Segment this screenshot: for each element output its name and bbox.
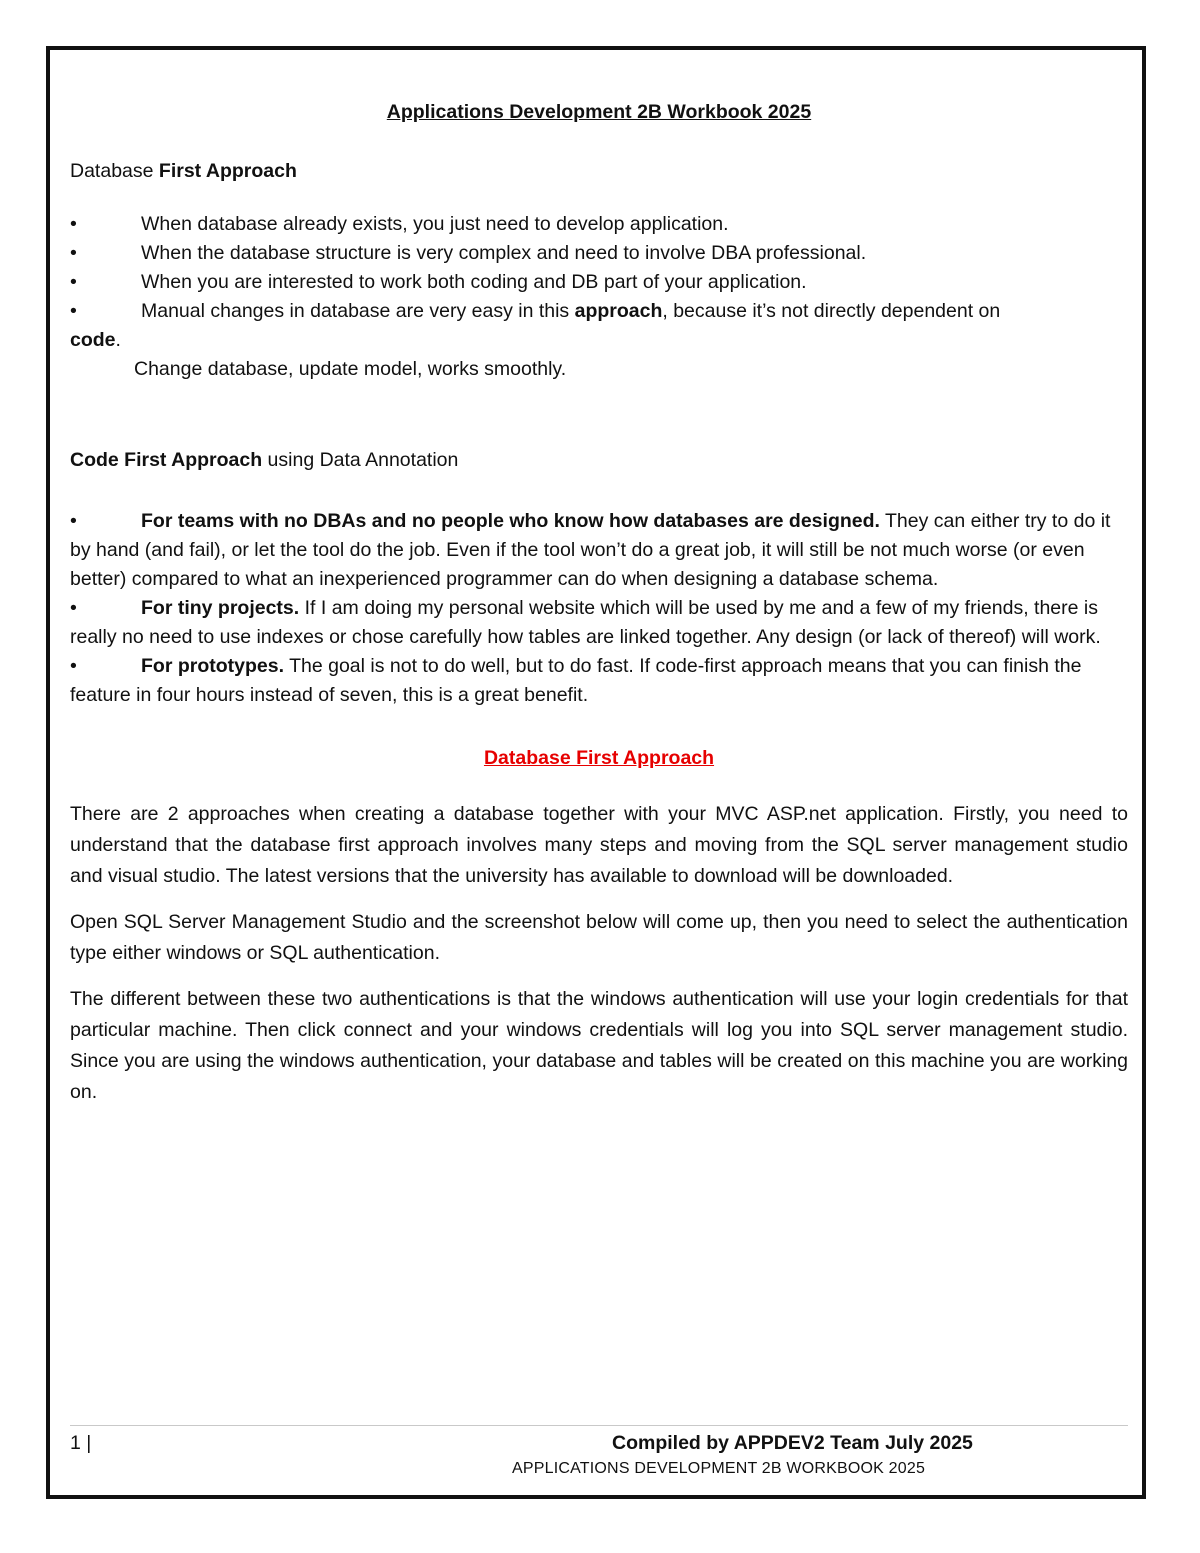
bullet-icon: •: [70, 300, 77, 322]
paragraph: The different between these two authentications is that the windows authentication will use your login credentials for that particular machine. Then click connect and your windows credentials will log you into SQL server management studio. Since you are using the windows authentication, your database and tables will be created on this machine you are working on.: [70, 988, 1128, 1103]
list-item: • When you are interested to work both coding and DB part of your application.: [70, 268, 1128, 297]
paragraph: Open SQL Server Management Studio and the screenshot below will come up, then you need to select the authentication type either windows or SQL authentication.: [70, 911, 1128, 964]
bullet-icon: •: [70, 510, 77, 532]
footer-divider: [70, 1425, 1128, 1426]
db-first-note: Change database, update model, works smoothly.: [134, 358, 567, 380]
compiled-by: Compiled by APPDEV2 Team July 2025: [612, 1432, 973, 1454]
bullet-icon: •: [70, 271, 77, 293]
code-first-heading: Code First Approach using Data Annotation: [70, 449, 459, 471]
paragraph: There are 2 approaches when creating a database together with your MVC ASP.net application. Firstly, you need to understand that the database first approach involves many steps and moving from the SQL server management studio and visual studio. The latest versions that the university has available to download will be downloaded.: [70, 803, 1128, 887]
list-item: • For tiny projects. If I am doing my personal website which will be used by me and a few of my friends, there is really no need to use indexes or chose carefully how tables are linked together. Any design (or lack of thereof) will work.: [70, 594, 1128, 652]
list-item: • For teams with no DBAs and no people who know how databases are designed. They can either try to do it by hand (and fail), or let the tool do the job. Even if the tool won’t do a great job, it will still be not much worse (or even better) compared to what an inexperienced programmer can do when designing a database schema.: [70, 507, 1128, 594]
list-item: • When the database structure is very complex and need to involve DBA professional.: [70, 239, 1128, 268]
document-body: [70, 98, 1128, 1108]
bullet-icon: •: [70, 597, 77, 619]
list-item: • Manual changes in database are very easy in this approach, because it’s not directly dependent on code.: [70, 297, 1128, 355]
bullet-icon: •: [70, 213, 77, 235]
running-header: APPLICATIONS DEVELOPMENT 2B WORKBOOK 2025: [512, 1460, 926, 1477]
document-title: Applications Development 2B Workbook 2025: [386, 101, 812, 123]
bullet-icon: •: [70, 655, 77, 677]
code-first-bullet-list: [70, 507, 1128, 710]
db-first-heading: Database First Approach: [70, 160, 297, 182]
page-number: 1 |: [70, 1432, 92, 1454]
list-item: • When database already exists, you just need to develop application.: [70, 210, 1128, 239]
db-first-bullet-list: [70, 210, 1128, 384]
section-heading: Database First Approach: [483, 747, 715, 769]
bullet-icon: •: [70, 242, 77, 264]
list-item: • For prototypes. The goal is not to do well, but to do fast. If code-first approach means that you can finish the feature in four hours instead of seven, this is a great benefit.: [70, 652, 1128, 710]
